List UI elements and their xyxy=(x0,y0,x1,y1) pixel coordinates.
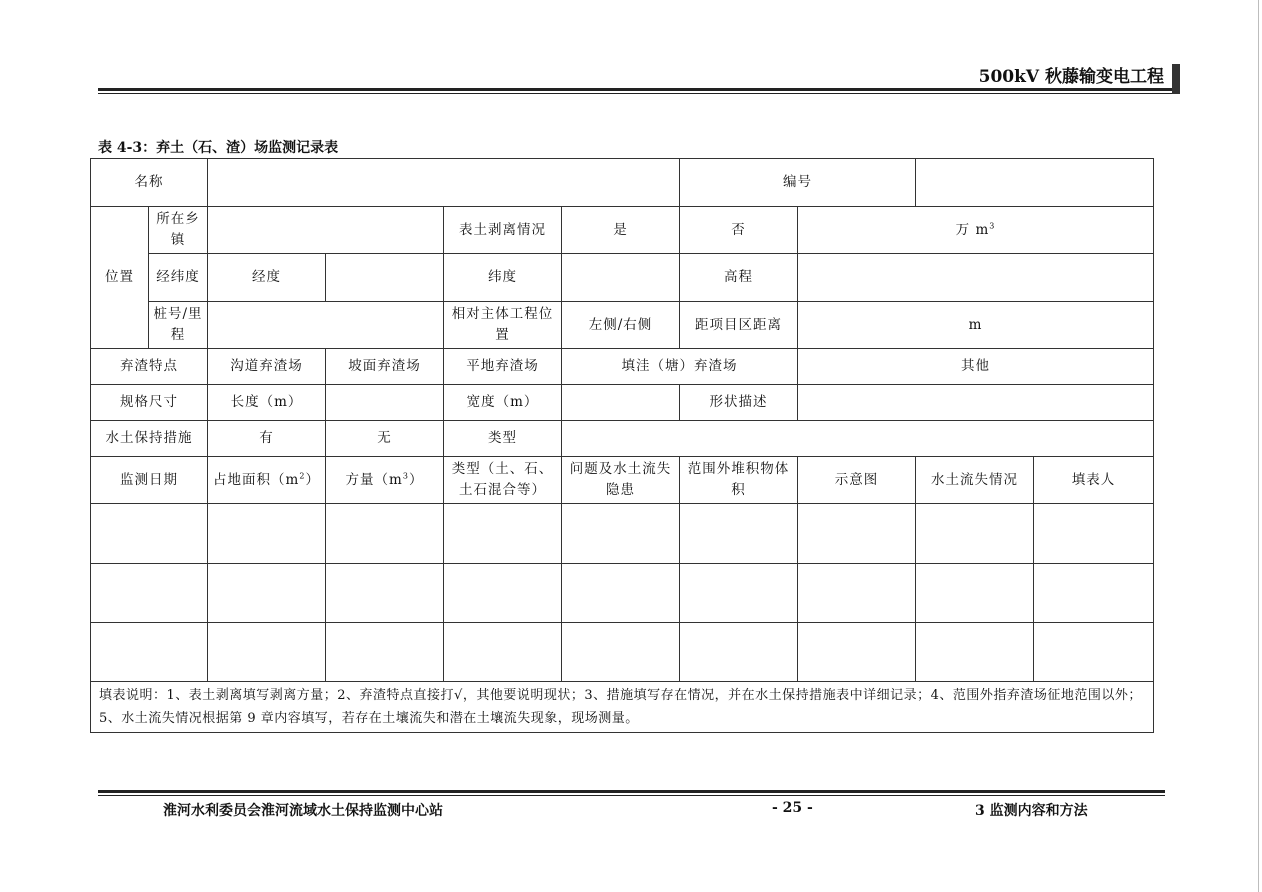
stake-label: 桩号/里程 xyxy=(149,302,208,349)
table-caption: 表 4-3：弃土（石、渣）场监测记录表 xyxy=(98,140,339,156)
entry-cell[interactable] xyxy=(562,623,680,682)
entry-cell[interactable] xyxy=(208,504,326,564)
entry-cell[interactable] xyxy=(916,504,1034,564)
feature-flat[interactable]: 平地弃渣场 xyxy=(444,349,562,385)
measures-label: 水土保持措施 xyxy=(91,421,208,457)
page-edge xyxy=(1258,0,1259,892)
entry-cell[interactable] xyxy=(680,623,798,682)
feature-gully[interactable]: 沟道弃渣场 xyxy=(208,349,326,385)
monitoring-record-table xyxy=(90,158,1154,733)
col-date: 监测日期 xyxy=(91,457,208,504)
header-rule xyxy=(98,88,1172,91)
document-header-title: 500kV 秋藤输变电工程 xyxy=(978,67,1164,87)
table-row xyxy=(91,623,1154,682)
monitor-header-row xyxy=(91,457,1154,504)
note-row xyxy=(91,682,1154,733)
col-outside: 范围外堆积物体积 xyxy=(680,457,798,504)
col-area-close: ） xyxy=(305,471,320,488)
stripping-label: 表土剥离情况 xyxy=(444,207,562,254)
lonlat-row xyxy=(91,254,1154,302)
entry-cell[interactable] xyxy=(798,504,916,564)
col-kind: 类型（土、石、土石混合等） xyxy=(444,457,562,504)
table-row xyxy=(91,504,1154,564)
entry-cell[interactable] xyxy=(444,564,562,623)
col-amount xyxy=(326,457,444,504)
measures-type-label: 类型 xyxy=(444,421,562,457)
code-label: 编号 xyxy=(680,159,916,207)
feature-slope[interactable]: 坡面弃渣场 xyxy=(326,349,444,385)
entry-cell[interactable] xyxy=(444,504,562,564)
entry-cell[interactable] xyxy=(680,564,798,623)
stake-value-cell[interactable] xyxy=(208,302,444,349)
entry-cell[interactable] xyxy=(562,504,680,564)
entry-cell[interactable] xyxy=(326,623,444,682)
size-row xyxy=(91,385,1154,421)
entry-cell[interactable] xyxy=(326,564,444,623)
lonlat-label: 经纬度 xyxy=(149,254,208,302)
feature-pit[interactable]: 填洼（塘）弃渣场 xyxy=(562,349,798,385)
entry-cell[interactable] xyxy=(91,623,208,682)
header-accent-bar xyxy=(1172,64,1180,94)
stake-row xyxy=(91,302,1154,349)
measures-row xyxy=(91,421,1154,457)
distance-label: 距项目区距离 xyxy=(680,302,798,349)
name-row xyxy=(91,159,1154,207)
entry-cell[interactable] xyxy=(208,564,326,623)
stripping-no[interactable]: 否 xyxy=(680,207,798,254)
entry-cell[interactable] xyxy=(798,623,916,682)
entry-cell[interactable] xyxy=(798,564,916,623)
footer-rule xyxy=(98,790,1165,793)
entry-cell[interactable] xyxy=(208,623,326,682)
longitude-label: 经度 xyxy=(208,254,326,302)
feature-other[interactable]: 其他 xyxy=(798,349,1154,385)
feature-label: 弃渣特点 xyxy=(91,349,208,385)
entry-cell[interactable] xyxy=(326,504,444,564)
table-row xyxy=(91,564,1154,623)
col-issues: 问题及水土流失隐患 xyxy=(562,457,680,504)
longitude-value-cell[interactable] xyxy=(326,254,444,302)
fill-instructions: 填表说明：1、表土剥离填写剥离方量；2、弃渣特点直接打√，其他要说明现状；3、措施填写存在情况，并在水土保持措施表中详细记录；4、范围外指弃渣场征地范围以外；5、水土流失情况根据第 9 章内容填写，若存在土壤流失和潜在土壤流失现象，现场测量。 xyxy=(91,682,1154,733)
town-label: 所在乡镇 xyxy=(149,207,208,254)
footer-rule-thin xyxy=(98,795,1165,796)
elevation-label: 高程 xyxy=(680,254,798,302)
entry-cell[interactable] xyxy=(1034,504,1154,564)
town-row xyxy=(91,207,1154,254)
entry-cell[interactable] xyxy=(562,564,680,623)
side-option[interactable]: 左侧/右侧 xyxy=(562,302,680,349)
volume-unit: 万 m xyxy=(955,221,990,238)
latitude-value-cell[interactable] xyxy=(562,254,680,302)
volume-unit-sup: 3 xyxy=(989,221,996,230)
footer-chapter: 3 监测内容和方法 xyxy=(975,803,1088,819)
stripping-volume-cell[interactable] xyxy=(798,207,1154,254)
measures-none[interactable]: 无 xyxy=(326,421,444,457)
elevation-value-cell[interactable] xyxy=(798,254,1154,302)
entry-cell[interactable] xyxy=(916,623,1034,682)
measures-type-value-cell[interactable] xyxy=(562,421,1154,457)
length-label: 长度（m） xyxy=(208,385,326,421)
name-value-cell[interactable] xyxy=(208,159,680,207)
town-value-cell[interactable] xyxy=(208,207,444,254)
col-sketch: 示意图 xyxy=(798,457,916,504)
length-value-cell[interactable] xyxy=(326,385,444,421)
measures-has[interactable]: 有 xyxy=(208,421,326,457)
position-label: 位置 xyxy=(91,207,149,349)
code-value-cell[interactable] xyxy=(916,159,1154,207)
col-area-text: 占地面积（m xyxy=(213,471,300,488)
header-rule-thin xyxy=(98,93,1172,94)
col-area-sup: 2 xyxy=(299,471,306,480)
entry-cell[interactable] xyxy=(91,504,208,564)
col-area xyxy=(208,457,326,504)
shape-value-cell[interactable] xyxy=(798,385,1154,421)
stripping-yes[interactable]: 是 xyxy=(562,207,680,254)
name-label: 名称 xyxy=(91,159,208,207)
feature-row xyxy=(91,349,1154,385)
col-amount-sup: 3 xyxy=(402,471,409,480)
col-amount-close: ） xyxy=(408,471,424,488)
footer-organization: 淮河水利委员会淮河流域水土保持监测中心站 xyxy=(163,803,443,819)
entry-cell[interactable] xyxy=(916,564,1034,623)
entry-cell[interactable] xyxy=(680,504,798,564)
entry-cell[interactable] xyxy=(1034,564,1154,623)
distance-value-cell[interactable]: m xyxy=(798,302,1154,349)
entry-cell[interactable] xyxy=(91,564,208,623)
entry-cell[interactable] xyxy=(444,623,562,682)
footer-page-number: - 25 - xyxy=(772,800,813,816)
col-loss: 水土流失情况 xyxy=(916,457,1034,504)
relative-position-label: 相对主体工程位置 xyxy=(444,302,562,349)
entry-cell[interactable] xyxy=(1034,623,1154,682)
width-label: 宽度（m） xyxy=(444,385,562,421)
width-value-cell[interactable] xyxy=(562,385,680,421)
col-filler: 填表人 xyxy=(1034,457,1154,504)
size-label: 规格尺寸 xyxy=(91,385,208,421)
col-amount-text: 方量（m xyxy=(345,471,403,488)
shape-label: 形状描述 xyxy=(680,385,798,421)
latitude-label: 纬度 xyxy=(444,254,562,302)
